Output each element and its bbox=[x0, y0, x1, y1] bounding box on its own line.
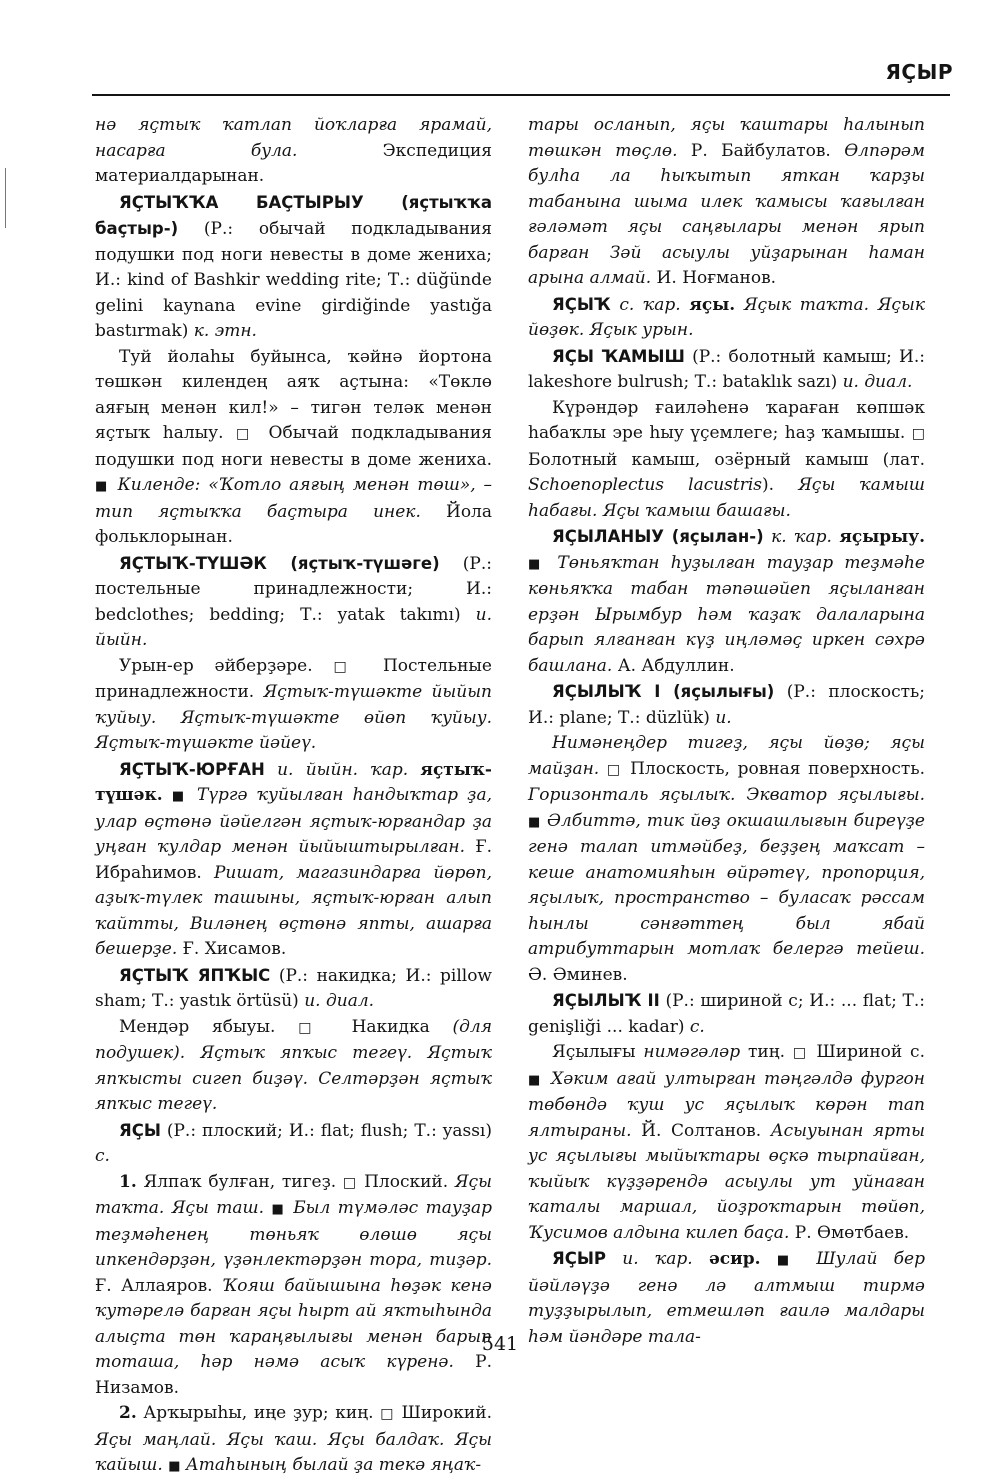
translation-marker-icon: □ bbox=[342, 1174, 358, 1191]
headword: ЯҪЫ bbox=[119, 1120, 161, 1140]
dictionary-entry: ЯҪЫҠ с. ҡар. яҫы. Яҫык таҡта. Яҫык йөҙөк. Яҫык урын. bbox=[528, 294, 925, 340]
left-column bbox=[95, 113, 492, 1480]
sense-1: 1. Ялпаҡ булған, тигеҙ. □ Плоский. Яҫы таҡта. Яҫы таш. ■ Был түмәләс тауҙар теҙмәһенең төньяҡ өлөшө яҫы ипкендәрҙән, үҙәнлектәрҙән тора, тиҙәр. Ғ. Аллаяров. Ҡояш байышына һөҙәк кенә ҡутәрелә барған яҫы һырт ай яҡтыһында алыҫта төн ҡараңғылығы менән барып тоташа, һәр нәмә асыҡ күренә. Р. Низамов. bbox=[95, 1171, 493, 1398]
headword: ЯҪЫЛАНЫУ (яҫылан-) bbox=[552, 527, 764, 546]
entry-example: Туй йолаһы буйынса, ҡәйнә йортона төшкән килендең аяҡ аҫтына: «Төклө аяғың менән кил!» – тигән теләк менән яҫтыҡ һалыу. □ Обычай подкладывания подушки под ноги невесты в доме жениха. ■ Киленде: «Ҡотло аяғың менән төш», – тип яҫтыҡҡа баҫтыра инек. Йола фольклорынан. bbox=[95, 346, 492, 547]
illustration-marker-icon: ■ bbox=[528, 814, 541, 830]
dictionary-entry: ЯҪЫЛЫҠ II (Р.: шириной с; И.: ... flat; Т.: genişliği ... kadar) с. bbox=[528, 991, 925, 1037]
translation-marker-icon: □ bbox=[792, 1045, 809, 1061]
entry-example: Урын-ер әйберҙәре. □ Постельные принадлежности. Яҫтыҡ-түшәкте йыйып ҡуйыу. Яҫтыҡ-түшәкте өйөп ҡуйыу. Яҫтыҡ-түшәкте йәйеү. bbox=[95, 655, 492, 753]
headword: ЯҪЫЛЫҠ II bbox=[552, 991, 660, 1010]
translation-marker-icon: □ bbox=[911, 426, 925, 442]
continuation-paragraph: нә яҫтыҡ ҡатлап йоҡларға ярамай, насарға була. Экспедиция материалдарынан. bbox=[95, 115, 492, 186]
headword: ЯҪЫЛЫҠ I (яҫылығы) bbox=[552, 682, 775, 701]
dictionary-entry: ЯҪЫР и. ҡар. әсир. ■ Шулай бер йәйләүҙә генә лә алтмыш тирмә туҙҙырылып, етмешләп ғаилә малдары һәм йәндәре тала- bbox=[528, 1249, 926, 1347]
translation-marker-icon: □ bbox=[298, 1019, 329, 1036]
illustration-marker-icon: ■ bbox=[528, 1072, 544, 1088]
dictionary-entry: ЯҪТЫҠ-ЮРҒАН и. йыйн. ҡар. яҫтыҡ-түшәк. ■ Түргә ҡуйылған һандыҡтар ҙа, улар өҫтөнә йәйелгән яҫтыҡ-юрғандар ҙа уңған ҡулдар менән йыйыштырылған. Ғ. Ибраһимов. Ришат, магазиндарға йөрөп, аҙыҡ-түлек ташыны, яҫтыҡ-юрған алып ҡайтты, Виләнең өҫтөнә япты, ашарға бешерҙе. Ғ. Хисамов. bbox=[95, 759, 492, 959]
illustration-marker-icon: ■ bbox=[776, 1253, 800, 1268]
entry-example: Күрәндәр ғаиләһенә ҡараған көпшәк һабаҡлы эре һыу үҫемлеге; һаҙ ҡамышы. □ Болотный камыш, озёрный камыш (лат. Schoenoplectus lacustris). Яҫы ҡамыш һабағы. Яҫы ҡамыш башағы. bbox=[528, 397, 925, 521]
translation-marker-icon: □ bbox=[606, 761, 623, 778]
headword: ЯҪЫҠ bbox=[552, 294, 611, 314]
right-column bbox=[528, 113, 925, 1350]
margin-mark bbox=[5, 168, 6, 228]
headword: ЯҪТЫҠ ЯПҠЫС bbox=[119, 965, 271, 985]
translation-marker-icon: □ bbox=[380, 1406, 395, 1422]
header-rule bbox=[92, 94, 950, 96]
dictionary-entry: ЯҪТЫҠ ЯПҠЫС (Р.: накидка; И.: pillow sham; Т.: yastık örtüsü) и. диал. bbox=[95, 965, 492, 1011]
continuation-paragraph: тары осланып, яҫы ҡаштары һалынып төшкән төҫлө. Р. Байбулатов. Өлпәрәм булһа ла һыҡытып яткан ҡарҙы табанына шыма илек ҡамысы ҡағылған ғәләмәт яҫы саңғылары менән ярып барған Зәй асыулы уйҙарынан һаман арына алмай. И. Ноғманов. bbox=[528, 115, 925, 288]
illustration-marker-icon: ■ bbox=[95, 479, 110, 494]
headword: ЯҪЫР bbox=[552, 1249, 607, 1268]
dictionary-entry: ЯҪЫ (Р.: плоский; И.: flat; flush; Т.: yassı) с. bbox=[95, 1120, 492, 1166]
dictionary-entry: ЯҪТЫҠ-ТҮШӘК (яҫтыҡ-түшәге) (Р.: постельные принадлежности; И.: bedclothes; bedding; Т.: yatak takımı) и. йыйн. bbox=[95, 553, 492, 650]
dictionary-entry: ЯҪЫЛАНЫУ (яҫылан-) к. ҡар. яҫырыу. ■ Төньяҡтан һуҙылған тауҙар теҙмәһе көньяҡҡа табан тәпәшәйеп яҫыланған ерҙән Ырымбур һәм ҡаҙаҡ далаларына барып ялғанған күҙ иңләмәҫ иркен сәхрә башлана. А. Абдуллин. bbox=[528, 527, 925, 676]
dictionary-entry: ЯҪТЫҠҠА БАҪТЫРЫУ (яҫтыҡҡа баҫтыр-) (Р.: обычай подкладывания подушки под ноги невесты в доме жениха; И.: kind of Bashkir wedding rite; Т.: düğünde gelini kaynana evine girdiğinde yastığa bastırmak) к. этн. bbox=[95, 192, 492, 341]
headword: ЯҪТЫҠ-ТҮШӘК (яҫтыҡ-түшәге) bbox=[119, 553, 440, 573]
sense-number: 1. bbox=[119, 1171, 137, 1192]
dictionary-entry: ЯҪЫЛЫҠ I (яҫылығы) (Р.: плоскость; И.: plane; Т.: düzlük) и. bbox=[528, 682, 925, 728]
page-number: 541 bbox=[481, 1333, 519, 1355]
entry-example: Нимәнеңдер тигеҙ, яҫы йөҙө; яҫы майҙан. □ Плоскость, ровная поверхность. Горизонталь яҫылыҡ. Экватор яҫылығы. ■ Әлбиттә, тик йөҙ окшашлығын биреүҙе генә талап итмәйбеҙ, беҙҙең маҡсат – кеше анатомияһын өйрәтеү, пропорция, яҫылыҡ, пространство – буласаҡ рәссам һынлы сәнғәттең был ябай атрибуттарын мотлаҡ белергә тейеш. Ә. Әминев. bbox=[528, 733, 926, 985]
dictionary-entry: ЯҪЫ ҠАМЫШ (Р.: болотный камыш; И.: lakeshore bulrush; Т.: bataklık sazı) и. диал. bbox=[528, 346, 925, 392]
illustration-marker-icon: ■ bbox=[171, 789, 188, 804]
illustration-marker-icon: ■ bbox=[271, 1202, 286, 1217]
headword: ЯҪЫ ҠАМЫШ bbox=[552, 346, 685, 366]
entry-example: Мендәр ябыуы. □ Накидка (для подушек). Яҫтыҡ япҡыс тегеү. Яҫтыҡ япҡысты сигеп биҙәү. Селтәрҙән яҫтыҡ япҡыс тегеү. bbox=[95, 1016, 492, 1114]
translation-marker-icon: □ bbox=[235, 426, 257, 442]
running-head: ЯҪЫР bbox=[885, 60, 953, 84]
entry-example: Яҫылығы нимәгәләр тиң. □ Шириной с. ■ Хәким ағай ултырған тәңгәлдә фургон төбөндә ҡуш ус яҫылыҡ көрән тап ялтыраны. Й. Солтанов. Асыуынан ярты ус яҫылығы мыйыҡтары өҫкә тырпайған, ҡыйыҡ күҙҙәрендә асыулы ут уйнаған ҡаталы маршал, йоҙроҡтарын төйөп, Ҡусимов алдына килеп баҫа. Р. Өмөтбаев. bbox=[528, 1042, 925, 1243]
sense-2: 2. Арҡырыһы, иңе ҙур; киң. □ Широкий. Яҫы маңлай. Яҫы ҡаш. Яҫы балдаҡ. Яҫы ҡайыш. ■ Атаһының былай ҙа текә яңаҡ- bbox=[95, 1403, 492, 1475]
sense-number: 2. bbox=[119, 1403, 137, 1423]
translation-marker-icon: □ bbox=[333, 658, 363, 675]
illustration-marker-icon: ■ bbox=[528, 556, 547, 572]
headword: ЯҪТЫҠ-ЮРҒАН bbox=[119, 759, 265, 779]
illustration-marker-icon: ■ bbox=[168, 1459, 181, 1474]
headword: ЯҪТЫҠҠА БАҪТЫРЫУ (яҫтыҡҡа баҫтыр-) bbox=[95, 192, 492, 238]
